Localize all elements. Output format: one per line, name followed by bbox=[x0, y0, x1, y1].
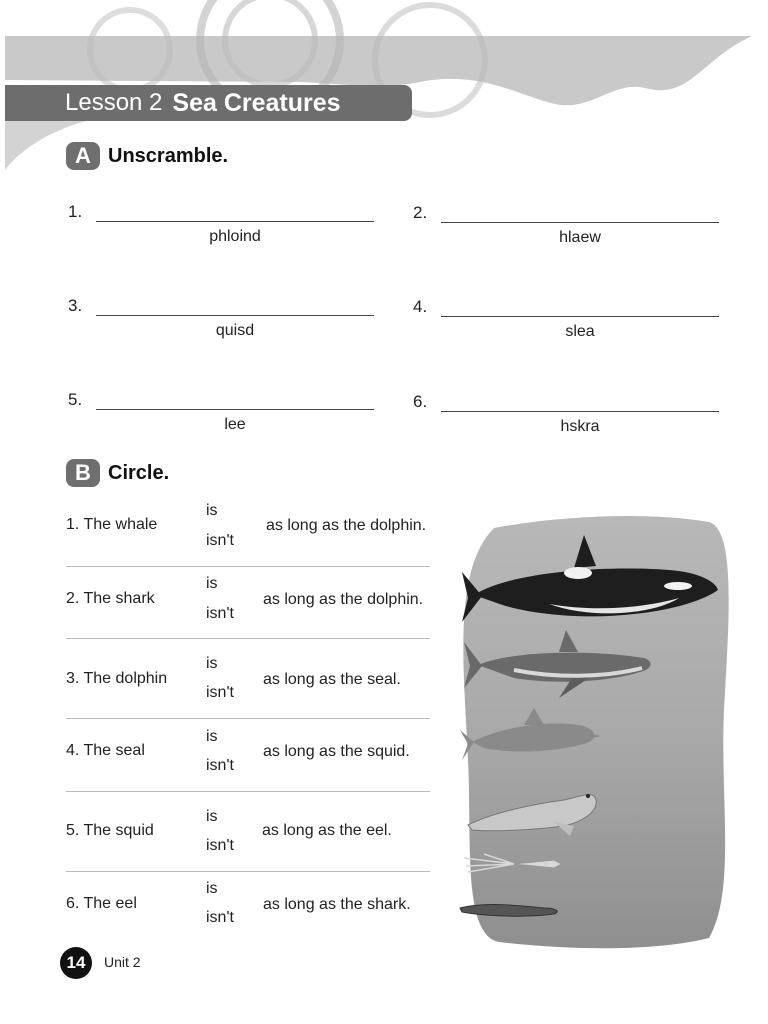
option-is[interactable]: is bbox=[206, 575, 218, 592]
lesson-title-bar bbox=[5, 85, 412, 121]
row-subject: 6. The eel bbox=[66, 895, 137, 912]
circle-row-1 bbox=[66, 500, 430, 572]
row-predicate: as long as the dolphin. bbox=[266, 517, 427, 534]
item-number: 6. bbox=[413, 392, 428, 411]
unit-label: Unit 2 bbox=[104, 954, 141, 970]
row-divider bbox=[66, 791, 430, 792]
section-a-heading bbox=[66, 142, 228, 170]
answer-line[interactable] bbox=[441, 411, 719, 412]
scrambled-word: hskra bbox=[560, 418, 600, 435]
row-divider bbox=[66, 871, 430, 872]
row-subject: 1. The whale bbox=[66, 516, 158, 533]
row-predicate: as long as the squid. bbox=[263, 743, 410, 760]
circle-row-5 bbox=[66, 807, 430, 879]
unscramble-item-5 bbox=[68, 390, 368, 450]
option-is[interactable]: is bbox=[206, 655, 218, 672]
row-predicate: as long as the shark. bbox=[263, 896, 411, 913]
row-predicate: as long as the dolphin. bbox=[263, 591, 424, 608]
unscramble-item-6 bbox=[413, 392, 713, 452]
option-is[interactable]: is bbox=[206, 502, 218, 519]
lesson-topic: Sea Creatures bbox=[172, 88, 341, 117]
answer-line[interactable] bbox=[96, 221, 374, 222]
section-b-title: Circle. bbox=[108, 461, 170, 484]
answer-line[interactable] bbox=[96, 315, 374, 316]
option-is[interactable]: is bbox=[206, 880, 218, 897]
option-isnt[interactable]: isn't bbox=[206, 757, 234, 774]
item-number: 3. bbox=[68, 296, 83, 315]
lesson-label: Lesson 2 bbox=[65, 89, 163, 116]
scrambled-word: phloind bbox=[209, 228, 261, 245]
row-subject: 5. The squid bbox=[66, 822, 154, 839]
row-divider bbox=[66, 718, 430, 719]
option-isnt[interactable]: isn't bbox=[206, 837, 234, 854]
section-b-badge: B bbox=[66, 459, 100, 487]
scrambled-word: quisd bbox=[215, 322, 255, 339]
answer-line[interactable] bbox=[96, 409, 374, 410]
item-number: 1. bbox=[68, 202, 83, 221]
circle-row-6 bbox=[66, 879, 430, 951]
row-subject: 4. The seal bbox=[66, 742, 145, 759]
row-divider bbox=[66, 566, 430, 567]
scrambled-word: slea bbox=[565, 323, 595, 340]
answer-line[interactable] bbox=[441, 222, 719, 223]
row-divider bbox=[66, 638, 430, 639]
item-number: 5. bbox=[68, 390, 83, 409]
sea-creatures-illustration bbox=[454, 510, 734, 950]
option-is[interactable]: is bbox=[206, 728, 218, 745]
option-isnt[interactable]: isn't bbox=[206, 532, 234, 549]
option-isnt[interactable]: isn't bbox=[206, 909, 234, 926]
unscramble-item-4 bbox=[413, 297, 713, 357]
answer-line[interactable] bbox=[441, 316, 719, 317]
circle-row-4 bbox=[66, 727, 430, 799]
item-number: 2. bbox=[413, 203, 428, 222]
scrambled-word: hlaew bbox=[559, 229, 601, 246]
row-predicate: as long as the seal. bbox=[263, 671, 401, 688]
unscramble-item-3 bbox=[68, 296, 368, 356]
section-b-heading bbox=[66, 459, 169, 487]
section-a-title: Unscramble. bbox=[108, 144, 229, 167]
option-is[interactable]: is bbox=[206, 808, 218, 825]
section-a-badge: A bbox=[66, 142, 100, 170]
unscramble-item-2 bbox=[413, 203, 713, 263]
row-subject: 3. The dolphin bbox=[66, 670, 168, 687]
scrambled-word: lee bbox=[224, 416, 246, 433]
row-subject: 2. The shark bbox=[66, 590, 155, 607]
unscramble-item-1 bbox=[68, 202, 368, 262]
item-number: 4. bbox=[413, 297, 428, 316]
row-predicate: as long as the eel. bbox=[262, 822, 392, 839]
circle-row-2 bbox=[66, 574, 430, 646]
option-isnt[interactable]: isn't bbox=[206, 605, 234, 622]
option-isnt[interactable]: isn't bbox=[206, 684, 234, 701]
circle-row-3 bbox=[66, 654, 430, 726]
page-number: 14 bbox=[60, 947, 92, 979]
